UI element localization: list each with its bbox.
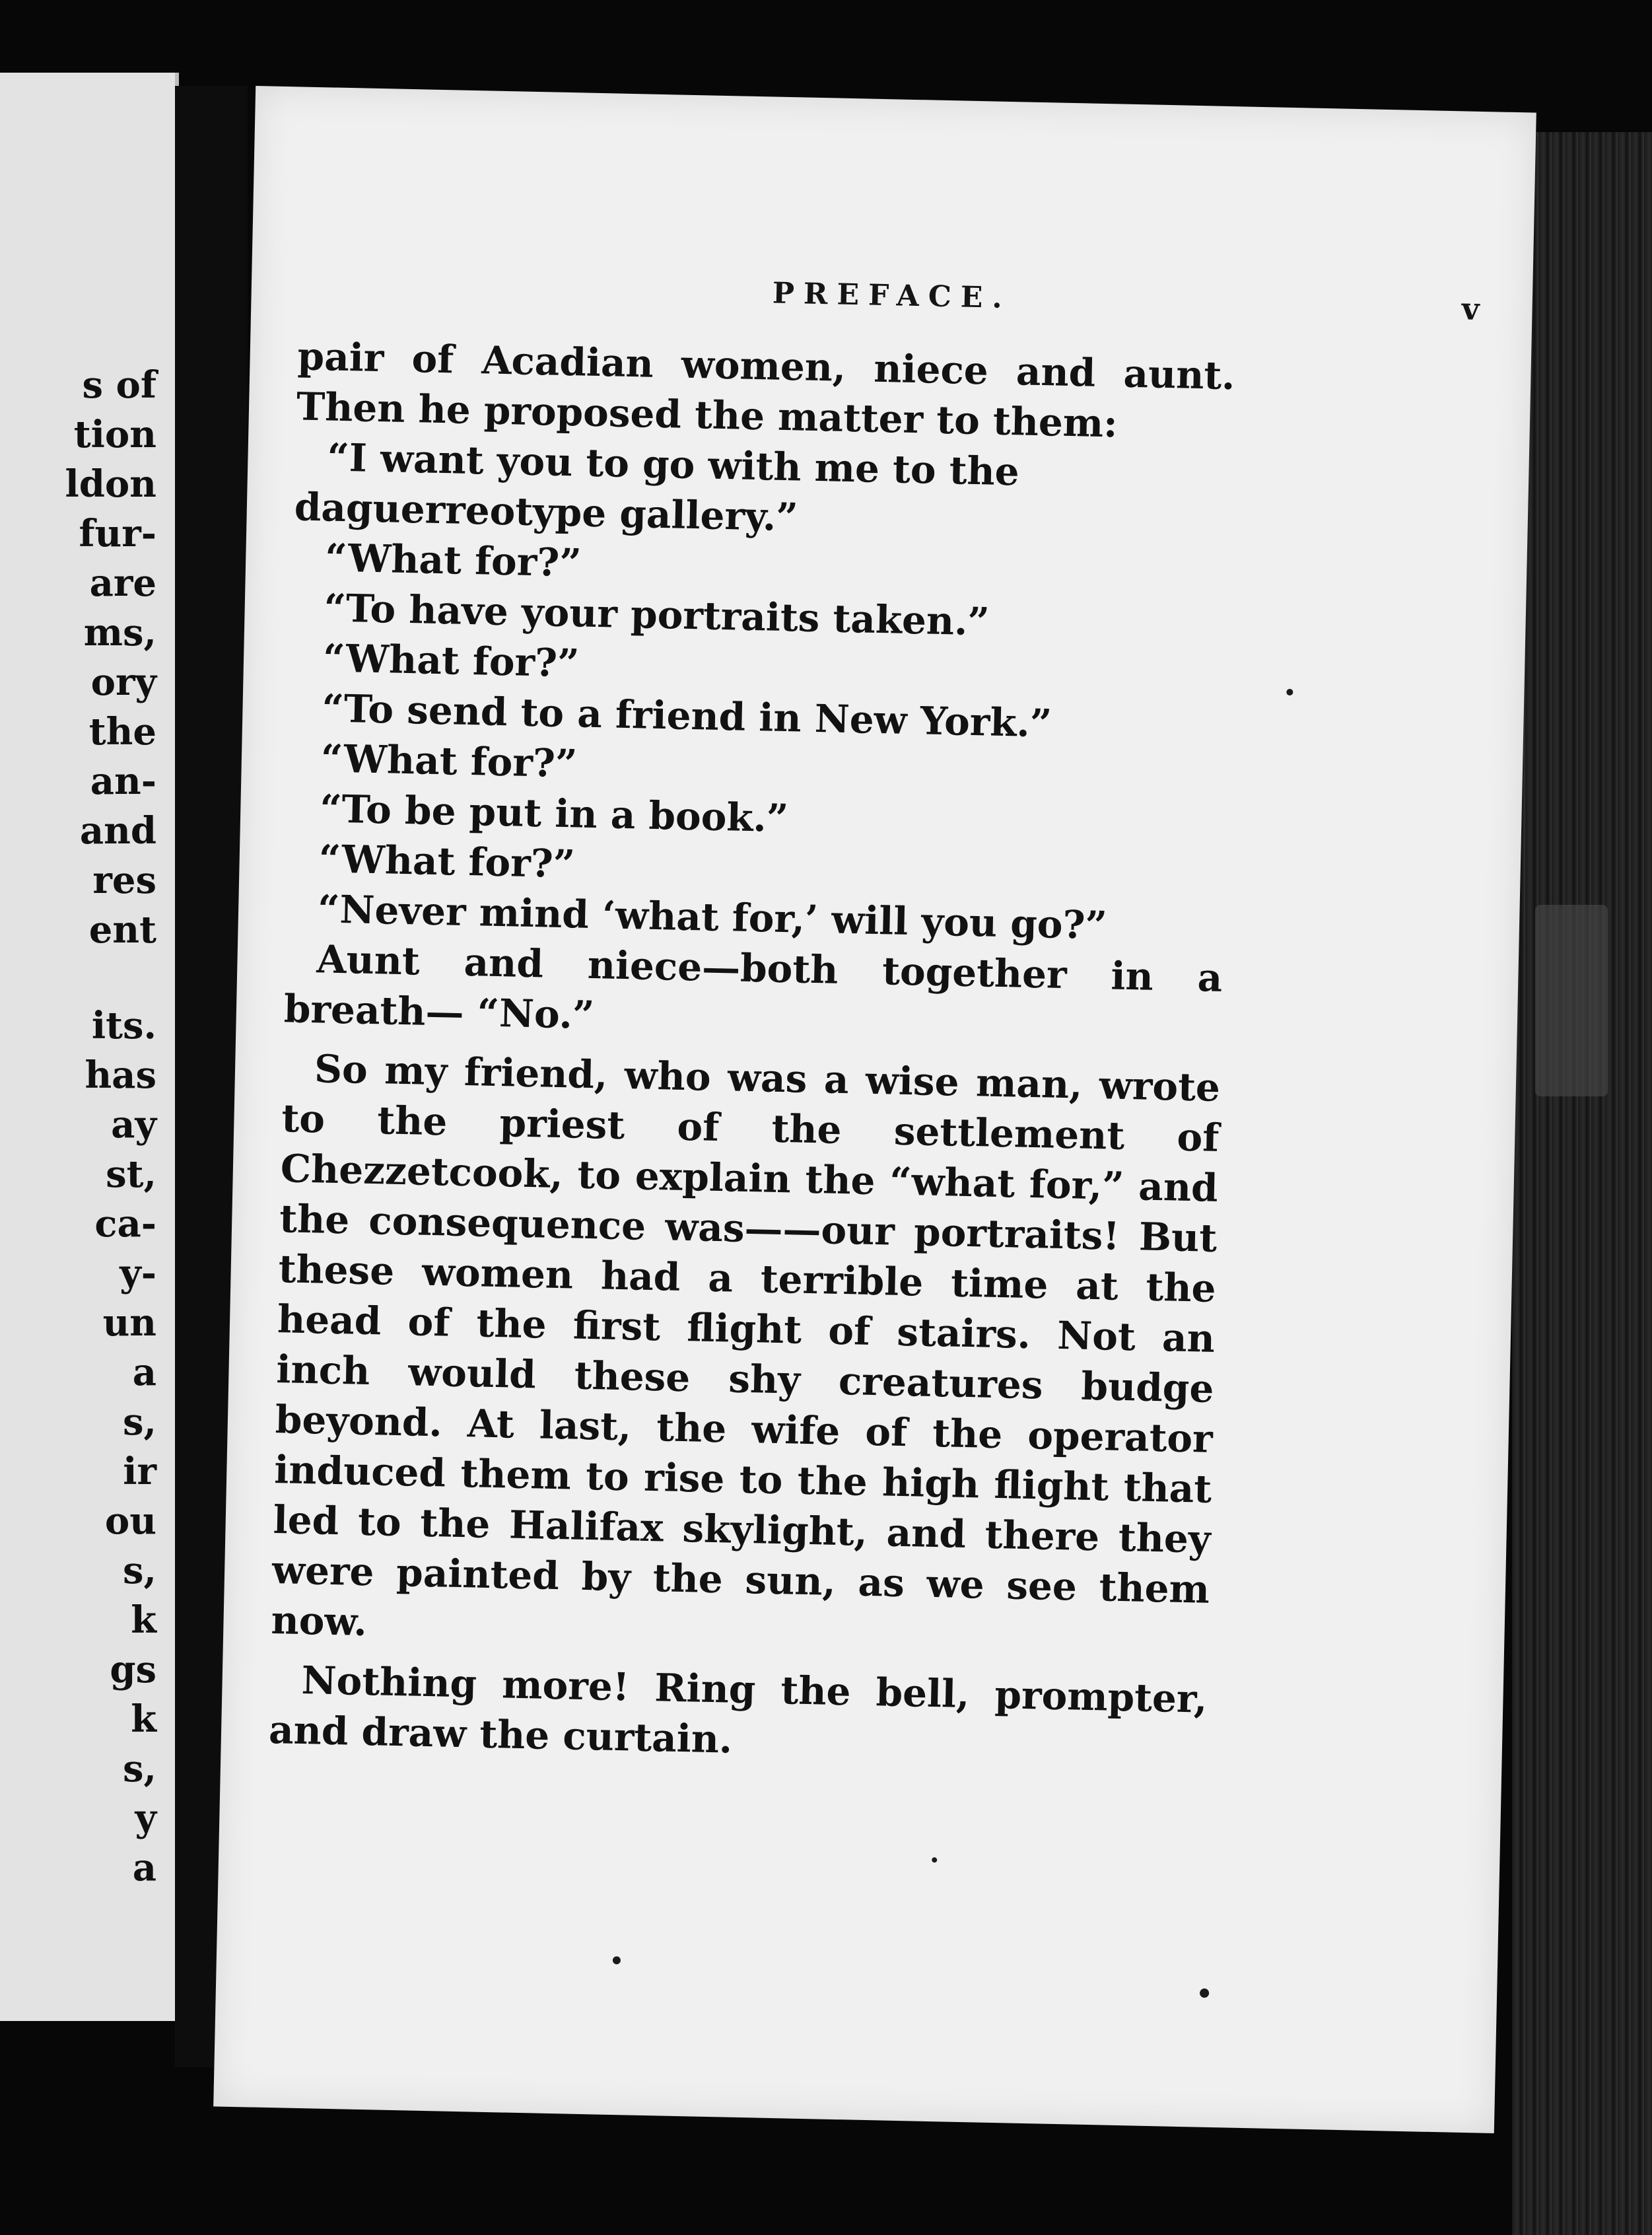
fragment-line: tion bbox=[73, 413, 156, 456]
paper-speck bbox=[613, 1956, 621, 1964]
dialogue-line: “To be put in a book.” bbox=[319, 786, 789, 841]
dialogue-line: “What for?” bbox=[320, 736, 578, 787]
fragment-line: gs bbox=[110, 1648, 156, 1691]
dialogue-line: “What for?” bbox=[324, 535, 582, 586]
fragment-line: s, bbox=[122, 1549, 156, 1592]
dialogue-line: “I want you to go with me to the daguerreotype gallery.” bbox=[294, 435, 1020, 540]
fragment-line: res bbox=[92, 859, 156, 902]
fragment-line: ldon bbox=[65, 462, 156, 506]
paragraph: Aunt and niece—both together in a breath— “No.” bbox=[283, 937, 1223, 1038]
fragment-line: the bbox=[88, 710, 156, 754]
fragment-line: s of bbox=[82, 363, 156, 407]
fragment-line: are bbox=[89, 561, 156, 605]
fragment-line: s, bbox=[122, 1400, 156, 1444]
spine-label-mark bbox=[1535, 905, 1608, 1096]
fragment-line: its. bbox=[91, 1004, 156, 1047]
paper-speck bbox=[932, 1857, 937, 1863]
dialogue-line: “To have your portraits taken.” bbox=[324, 585, 990, 645]
fragment-line: a bbox=[132, 1846, 156, 1890]
fragment-line: ir bbox=[123, 1450, 156, 1493]
fragment-line: ent bbox=[88, 908, 156, 952]
fragment-line: ay bbox=[111, 1103, 156, 1147]
fragment-line: an- bbox=[90, 760, 156, 803]
previous-page-fragment bbox=[0, 73, 179, 2021]
fragment-line: and bbox=[79, 809, 156, 853]
paragraph: Nothing more! Ring the bell, prompter, and draw the curtain. bbox=[268, 1658, 1208, 1762]
fragment-line: ory bbox=[90, 660, 156, 704]
fragment-line: st, bbox=[106, 1153, 156, 1196]
book-page bbox=[213, 86, 1536, 2133]
fragment-line: y bbox=[135, 1796, 156, 1840]
fragment-line: has bbox=[85, 1053, 156, 1097]
fragment-line: ms, bbox=[83, 611, 156, 655]
fragment-line: un bbox=[102, 1301, 156, 1345]
dialogue-line: “Never mind ‘what for,’ will you go?” bbox=[317, 886, 1108, 948]
page-body bbox=[268, 331, 1235, 1774]
paper-speck bbox=[1286, 689, 1293, 695]
fragment-line: ou bbox=[104, 1499, 156, 1543]
page-number: v bbox=[1461, 291, 1480, 327]
paper-speck bbox=[1200, 1989, 1209, 1998]
dialogue-line: “To send to a friend in New York.” bbox=[321, 686, 1052, 746]
fragment-line: ca- bbox=[94, 1202, 156, 1246]
page-block-edge bbox=[1512, 132, 1652, 2235]
paragraph: pair of Acadian women, niece and aunt. Then he proposed the matter to them: bbox=[296, 334, 1236, 446]
fragment-line: k bbox=[131, 1697, 156, 1741]
dialogue-line: “What for?” bbox=[322, 635, 580, 686]
fragment-line: s, bbox=[122, 1747, 156, 1791]
fragment-line: y- bbox=[120, 1252, 156, 1295]
paragraph: So my friend, who was a wise man, wrote to the priest of the settlement of Chezzetcook, to explain the “what for,” and the consequence was——our portraits! But these women had a terrible time at the head of the first flight of stairs. Not an inch would these shy creatures budge beyond. At last, the wife of the operator induced them to rise to the high flight that led to the Halifax skylight, and there they were painted by the sun, as we see them now. bbox=[270, 1046, 1221, 1645]
fragment-line: k bbox=[131, 1598, 156, 1642]
fragment-line: fur- bbox=[79, 512, 156, 555]
running-head: PREFACE. bbox=[772, 276, 1012, 316]
dialogue-line: “What for?” bbox=[318, 836, 576, 887]
fragment-line: a bbox=[132, 1351, 156, 1394]
